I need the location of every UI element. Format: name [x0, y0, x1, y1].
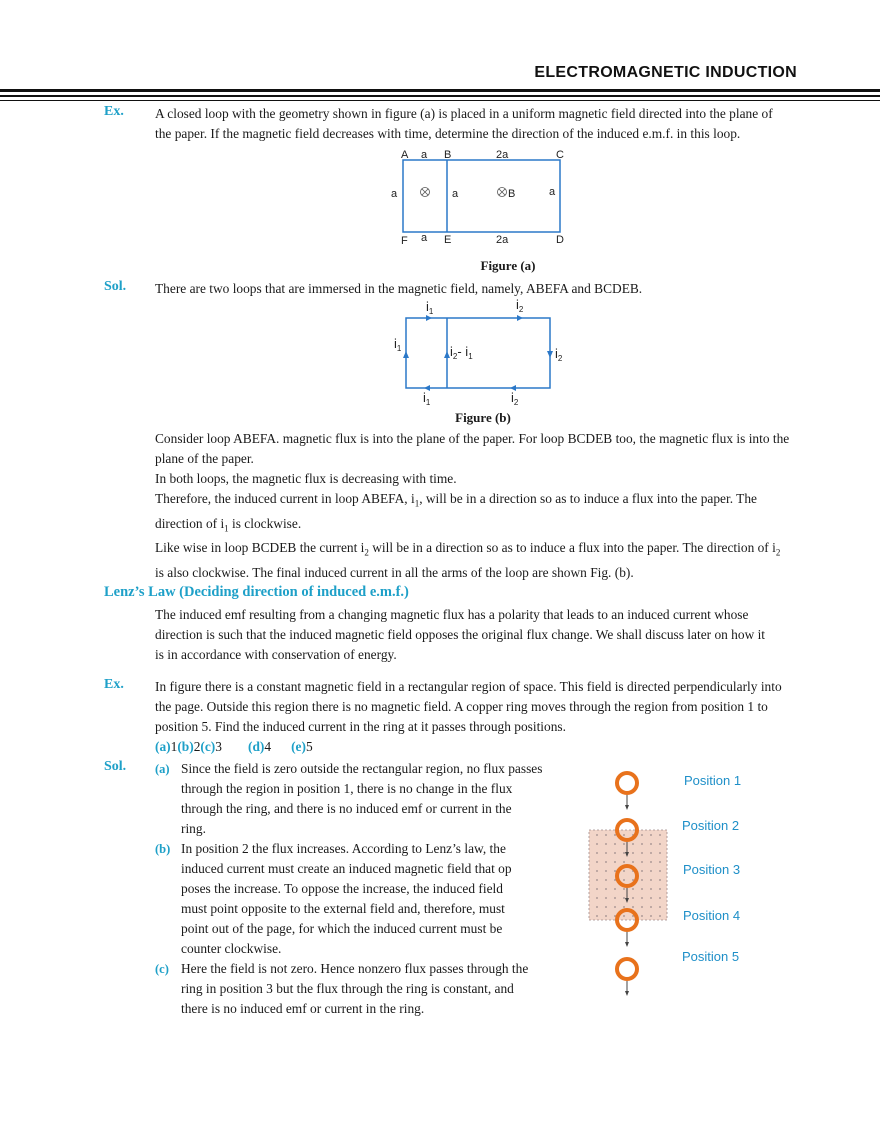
vertex-label-f: F: [401, 235, 408, 247]
vertex-label-a: A: [401, 149, 409, 161]
part-key: (c): [155, 962, 169, 976]
example-label: Ex.: [104, 104, 124, 119]
current-label: $i_2-$ $i_1$: [450, 344, 473, 361]
position-label: Position 4: [683, 908, 741, 923]
current-label: $i_1$: [394, 336, 402, 353]
dimension-label: a: [421, 232, 428, 244]
current-label: $i_1$: [423, 390, 431, 407]
copper-ring-icon: [617, 959, 637, 979]
dimension-label: a: [421, 149, 428, 161]
dimension-label: a: [452, 188, 459, 200]
current-label: $i_2$: [511, 390, 519, 407]
ring-positions-figure: [585, 760, 680, 1000]
example-text-line: A closed loop with the geometry shown in figure (a) is placed in a uniform magnetic field directed into the plane of: [155, 106, 773, 121]
solution-paragraph: Consider loop ABEFA. magnetic flux is into the plane of the paper. For loop BCDEB too, the magnetic flux is into the plane of the paper. In both loops, the magnetic flux is decreasing with time. Therefore, the induced current in loop ABEFA, $i_1$, will be in a direction so as to induce a flux into the paper. The direction of $i_1$ is clockwise. Like wise in loop BCDEB the current $i_2$ will be in a direction so as to induce a flux into the paper. The direction of $i_2$ is also clockwise. The final induced current in all the arms of the loop are shown Fig. (b).: [155, 431, 790, 581]
header-rule-top: [0, 89, 880, 92]
dimension-label: a: [391, 188, 398, 200]
part-key: (a): [155, 762, 170, 776]
dimension-label: 2a: [496, 234, 509, 246]
dimension-label: a: [549, 186, 556, 198]
solution-label: Sol.: [104, 759, 127, 774]
figure-b-diagram: [390, 296, 580, 414]
figure-a-caption: Figure (a): [480, 258, 536, 273]
solution-intro: There are two loops that are immersed in the magnetic field, namely, ABEFA and BCDEB.: [155, 281, 643, 296]
part-a-text: Since the field is zero outside the rectangular region, no flux passes through the region in position 1, there is no change in the flux through the ring, and there is no induced emf or current in the ring.: [181, 761, 543, 836]
figure-b-caption: Figure (b): [455, 410, 511, 425]
vertex-label-b: B: [444, 149, 452, 161]
figure-a-diagram: [385, 145, 585, 250]
current-label: $i_2$: [555, 346, 563, 363]
current-label: $i_1$: [426, 299, 434, 316]
section-heading: Lenz’s Law (Deciding direction of induced e.m.f.): [104, 584, 409, 600]
part-b-text: In position 2 the flux increases. According to Lenz’s law, the induced current must create an induced magnetic field that op poses the increase. To oppose the increase, the induced field must point opposite to the external field and, therefore, must point out of the page, for which the induced current must be counter clockwise.: [181, 841, 512, 956]
part-c-text: Here the field is not zero. Hence nonzero flux passes through the ring in position 3 but the flux through the ring is constant, and there is no induced emf or current in the ring.: [181, 961, 529, 1016]
current-arrow-icon: [403, 351, 409, 358]
dimension-label: 2a: [496, 149, 509, 161]
solution-label: Sol.: [104, 279, 127, 294]
copper-ring-icon: [617, 773, 637, 793]
example-label: Ex.: [104, 677, 124, 692]
vertex-label-d: D: [556, 234, 564, 246]
example-text-line: the paper. If the magnetic field decreases with time, determine the direction of the induced e.m.f. in this loop.: [155, 126, 741, 141]
current-label: $i_2$: [516, 297, 524, 314]
field-into-page-icon: [498, 188, 507, 197]
example-paragraph: In figure there is a constant magnetic field in a rectangular region of space. This field is directed perpendicularly into the page. Outside this region there is no magnetic field. A copper ring moves through the region from position 1 to position 5. Find the induced current in the ring at it passes through positions.: [155, 679, 782, 734]
field-into-page-icon: [421, 188, 430, 197]
loop-outline: [406, 318, 550, 388]
field-label-b: B: [508, 188, 516, 200]
lenz-paragraph: The induced emf resulting from a changing magnetic flux has a polarity that leads to an induced current whose direction is such that the induced magnetic field opposes the original flux change. We shall discuss later on how it is in accordance with conservation of energy.: [155, 607, 766, 662]
position-label: Position 3: [683, 862, 741, 877]
header-rule-bottom: [0, 100, 880, 101]
position-label: Position 5: [682, 949, 740, 964]
vertex-label-e: E: [444, 234, 452, 246]
page-header-title: ELECTROMAGNETIC INDUCTION: [534, 64, 797, 81]
position-label: Position 1: [684, 773, 742, 788]
current-arrow-icon: [517, 315, 523, 321]
vertex-label-c: C: [556, 149, 564, 161]
part-key: (b): [155, 842, 171, 856]
current-arrow-icon: [547, 351, 553, 358]
options-row: (a)1(b)2(c)3 (d)4 (e)5: [155, 739, 313, 754]
position-label: Position 2: [682, 818, 740, 833]
header-rule-mid: [0, 95, 880, 97]
